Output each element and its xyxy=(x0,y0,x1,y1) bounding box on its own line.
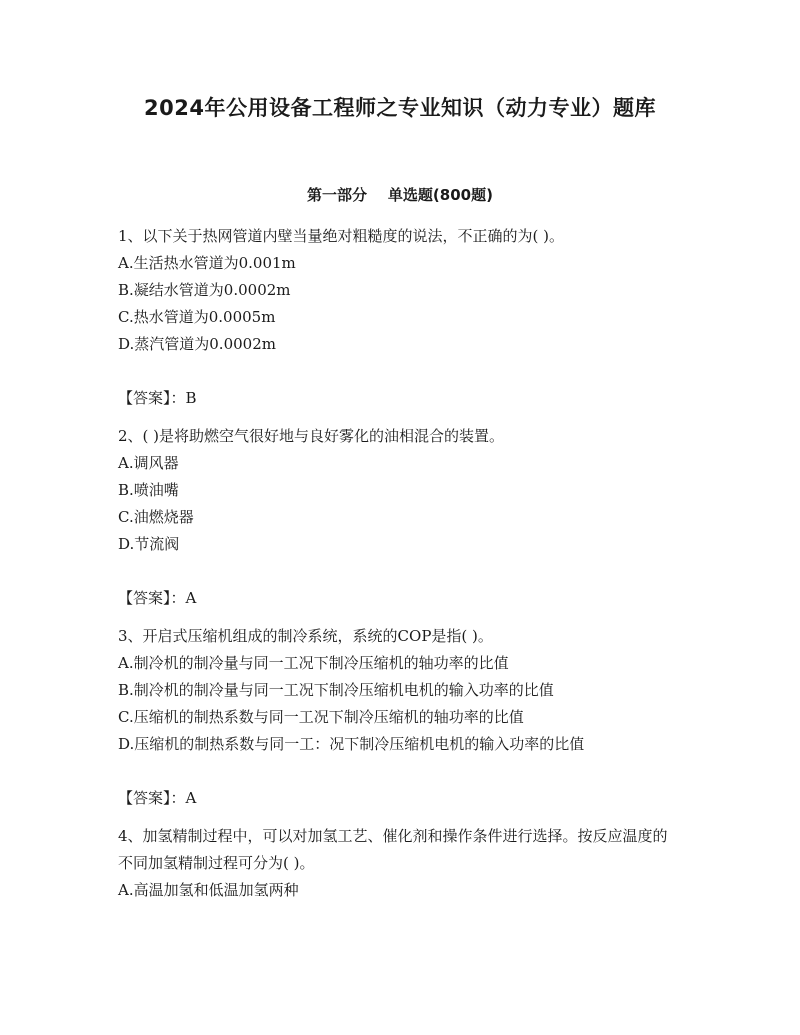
option-c: C.油燃烧器 xyxy=(118,508,194,526)
option-c: C.热水管道为0.0005m xyxy=(118,308,276,326)
option-a: A.调风器 xyxy=(118,454,179,472)
question-stem: 2、( )是将助燃空气很好地与良好雾化的油相混合的装置。 xyxy=(118,427,505,445)
option-c: C.压缩机的制热系数与同一工况下制冷压缩机的轴功率的比值 xyxy=(118,708,524,726)
document-title: 2024年公用设备工程师之专业知识（动力专业）题库 xyxy=(144,96,656,120)
question-stem: 1、以下关于热网管道内壁当量绝对粗糙度的说法，不正确的为( )。 xyxy=(118,227,565,245)
option-a: A.制冷机的制冷量与同一工况下制冷压缩机的轴功率的比值 xyxy=(118,654,509,672)
option-b: B.制冷机的制冷量与同一工况下制冷压缩机电机的输入功率的比值 xyxy=(118,681,554,699)
option-d: D.节流阀 xyxy=(118,535,180,553)
question-list xyxy=(118,223,678,915)
question-stem: 3、开启式压缩机组成的制冷系统，系统的COP是指( )。 xyxy=(118,627,493,645)
answer-label: 【答案】：A xyxy=(118,789,197,807)
answer-label: 【答案】：A xyxy=(118,589,197,607)
question-3 xyxy=(118,623,678,812)
option-a: A.生活热水管道为0.001m xyxy=(118,254,296,272)
option-a: A.高温加氢和低温加氢两种 xyxy=(118,881,299,899)
question-4 xyxy=(118,823,678,904)
option-d: D.蒸汽管道为0.0002m xyxy=(118,335,276,353)
question-stem: 4、加氢精制过程中，可以对加氢工艺、催化剂和操作条件进行选择。按反应温度的不同加氢精制过程可分为( )。 xyxy=(118,827,668,872)
option-d: D.压缩机的制热系数与同一工：况下制冷压缩机电机的输入功率的比值 xyxy=(118,735,585,753)
answer-label: 【答案】：B xyxy=(118,389,197,407)
option-b: B.喷油嘴 xyxy=(118,481,179,499)
question-2 xyxy=(118,423,678,612)
option-b: B.凝结水管道为0.0002m xyxy=(118,281,291,299)
question-1 xyxy=(118,223,678,412)
section-title: 第一部分 单选题(800题) xyxy=(307,186,493,204)
